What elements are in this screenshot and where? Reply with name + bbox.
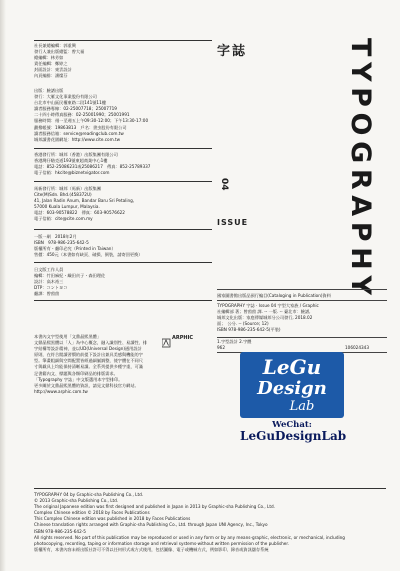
rule — [34, 300, 212, 301]
svg-text:Lab: Lab — [289, 399, 315, 414]
edition-line: 售價：450元（本書如有缺頁、破損、倒裝，請寄回更換） — [34, 252, 143, 258]
credit-line: 編輯：竹田麻紀・織田貞子・森田理佐 — [34, 273, 106, 279]
copyright-block — [34, 492, 386, 553]
credits-block — [34, 267, 212, 297]
font-note-line: 足書籍內文、標題與各類印刷品的排版需求。 — [34, 370, 118, 376]
cip-rule — [217, 300, 387, 301]
wechat-id: LeGuDesignLab — [240, 429, 347, 443]
publisher-line: 台北市中山區民權東路二段141號11樓 — [34, 100, 106, 106]
font-note-line: http://www.arphic.com.tw — [34, 388, 88, 394]
staff-block — [34, 43, 212, 80]
publisher-line: 二十四小時傳真服務：02-25001990；25001991 — [34, 112, 130, 118]
publisher-line: 讀者服務專線：02-25007718；25007719 — [34, 106, 117, 112]
my-line: 41, Jalan Radin Anum, Bandar Baru Sri Petaling, — [34, 198, 135, 204]
wechat-block — [240, 420, 347, 443]
cip-line: TYPOGRAPHY 字誌 · Issue 04 字型大家族 / Graphic — [217, 303, 319, 308]
copyright-line: TYPOGRAPHY 04 by Graphic-sha Publishing Co., Ltd. — [34, 492, 144, 497]
copyright-line: The original Japanese edition was first designed and published in Japan in 2013 by Graphic-sha Publishing Co., Ltd. — [34, 504, 275, 510]
cip-line: 社編輯部 著；曾茵茵 譯. -- 一版. -- 臺北市：臉譜, — [217, 309, 311, 315]
cip-block — [217, 303, 387, 333]
credit-line: 設計：高木裕三 — [34, 279, 64, 285]
issue-number: 04 — [219, 178, 229, 191]
copyright-line: © 2013 Graphic-sha Publishing Co., Ltd. — [34, 498, 119, 504]
my-line: 馬新發行所：城邦（馬新）出版集團 — [34, 186, 102, 191]
font-note-line: 型。筆畫粗細與空間配置皆經過細膩調整，使字體在不同尺 — [34, 358, 143, 364]
hongkong-block — [34, 152, 212, 176]
rule — [34, 262, 212, 263]
rule — [34, 229, 212, 230]
copyright-line: Complex Chinese edition © 2018 by Faces Publications — [34, 510, 150, 516]
svg-text:LeGu: LeGu — [262, 355, 322, 379]
vertical-title: TYPOGRAPHY — [345, 38, 376, 301]
legu-design-lab-logo — [240, 352, 344, 418]
cip-class: 1.字型設計 2.字體 — [217, 339, 252, 344]
footer-rule — [34, 488, 386, 489]
font-note-line: 字結構等設計精神，並以UD(Universal Design)通用設計 — [34, 346, 142, 352]
hk-line: 電子信箱：hkcite@biznetvigator.com — [34, 170, 110, 176]
cip-line: 城邦文化出版：家庭傳媒城邦分公司發行, 2018.02 — [217, 315, 313, 321]
page-fold-shadow — [0, 0, 6, 571]
font-note-line: 原則，在符合閱讀習慣的前提下設計出兼具美感與機能的字 — [34, 352, 143, 358]
font-note-line: 文鼎晶熙黑體以「人」為中心概念，融入識別性、易讀性、排 — [34, 340, 148, 346]
staff-line: 責任編輯：鄭婷之 — [34, 61, 68, 67]
publisher-line: 劃撥帳號：19863813 戶名：書虫股份有限公司 — [34, 124, 127, 130]
rule — [34, 181, 212, 182]
arphic-label: ARPHIC — [172, 335, 194, 341]
legu-logo-icon — [240, 352, 344, 418]
malaysia-block — [34, 186, 212, 223]
publisher-line: 城邦讀書花園網址：http://www.cite.com.tw — [34, 136, 121, 142]
cip-rule — [217, 289, 387, 290]
my-line: 57000 Kuala Lumpur, Malaysia. — [34, 204, 100, 210]
font-note-line: 更多關於文鼎晶熙黑體的資訊，請見文鼎科技官方網站。 — [34, 382, 139, 388]
wechat-label: WeChat: — [272, 420, 312, 430]
staff-line: 內頁編排：潘燦芬 — [34, 73, 68, 79]
my-line: 電子信箱：cite@cite.com.my — [34, 216, 93, 222]
publisher-line: 服務時間：週一至週五上午09:30-12:00；下午13:30-17:00 — [34, 118, 149, 124]
staff-line: 封面設計：東雲設計 — [34, 67, 72, 73]
issue-label: ISSUE — [217, 218, 249, 227]
hk-line: 電話：852-25086231或25086217 傳真：852-25789337 — [34, 164, 151, 170]
copyright-line: Chinese translation rights arranged with Graphic-sha Publishing Co., Ltd. through Japan UNI Agency, Inc., Tokyo — [34, 522, 268, 528]
cip-line: ISBN 978-986-235-642-5(平裝) — [217, 327, 281, 333]
font-note-block — [34, 334, 162, 395]
font-note-line: 寸與載具上均能保持清晰易讀。全系列提供多種字重，可滿 — [34, 364, 143, 370]
top-rule — [34, 40, 212, 41]
staff-line: 發行人兼出版總監：曾大福 — [34, 49, 85, 55]
publisher-line: 發行：大雁文化事業股份有限公司 — [34, 94, 97, 100]
credit-line: DTP：コントヨコ — [34, 285, 68, 291]
hk-line: 香港灣仔駱克道193號東超商業中心1樓 — [34, 158, 108, 164]
my-line: Cite(M)Sdn. Bhd.(458372U) — [34, 192, 92, 198]
copyright-line: This Complex Chinese edition was published in 2018 by Faces Publications — [34, 516, 191, 522]
edition-block — [34, 234, 212, 258]
svg-text:Design: Design — [257, 378, 327, 399]
cip-header: 國家圖書館出版品預行編目(Cataloging in Publication)資料 — [217, 293, 331, 298]
cip-rule — [217, 337, 387, 338]
hk-line: 香港發行所：城邦（香港）出版集團有限公司 — [34, 152, 118, 157]
edition-line: 一版一刷 2018年2月 — [34, 234, 77, 239]
my-line: 電話：603-90578822 傳真：603-90576622 — [34, 210, 125, 216]
cip-record-number: 106024343 — [345, 345, 369, 350]
font-note-line: 「Typography 字誌」中文版選用本字型排印。 — [34, 376, 123, 382]
credit-line: 翻譯：曾茵茵 — [34, 291, 60, 297]
staff-line: 社長兼總編輯：郭重興 — [34, 43, 76, 48]
credit-line: 日文版工作人員 — [34, 267, 64, 272]
cip-call-number: 962 — [217, 345, 225, 350]
rule — [34, 148, 212, 149]
title-zh: 字誌 — [217, 44, 248, 59]
cip-line: 面； 公分. -- (Source; 12) — [217, 321, 269, 327]
font-note-line: 本書內文字型使用「文鼎晶熙黑體」 — [34, 334, 102, 339]
publisher-line: 讀者服務信箱：service@readingclub.com.tw — [34, 130, 124, 136]
copyright-line: 版權所有，本書內容未經出版社許可不得以任何形式或方式使用，包括圖像、電子或機械方式，例如影印、錄音或資訊儲存系統 — [34, 546, 269, 552]
publisher-line: 出版：臉譜出版 — [34, 88, 64, 93]
copyright-line: photocopying, recording, taping or information storage and retrieval systems-without written permission of the publisher. — [34, 540, 290, 546]
copyright-line: ISBN 978-986-235-642-5 — [34, 528, 86, 534]
publisher-block — [34, 88, 212, 143]
staff-line: 總編輯：林芳如 — [34, 55, 64, 61]
edition-line: ISBN 978-986-235-642-5 — [34, 240, 89, 246]
copyright-line: All rights reserved. No part of this publication may be reproduced or used in any form or by any means-graphic, electronic, or mechanical, including — [34, 534, 345, 540]
edition-line: 版權所有・翻印必究（Printed in Taiwan） — [34, 246, 116, 252]
